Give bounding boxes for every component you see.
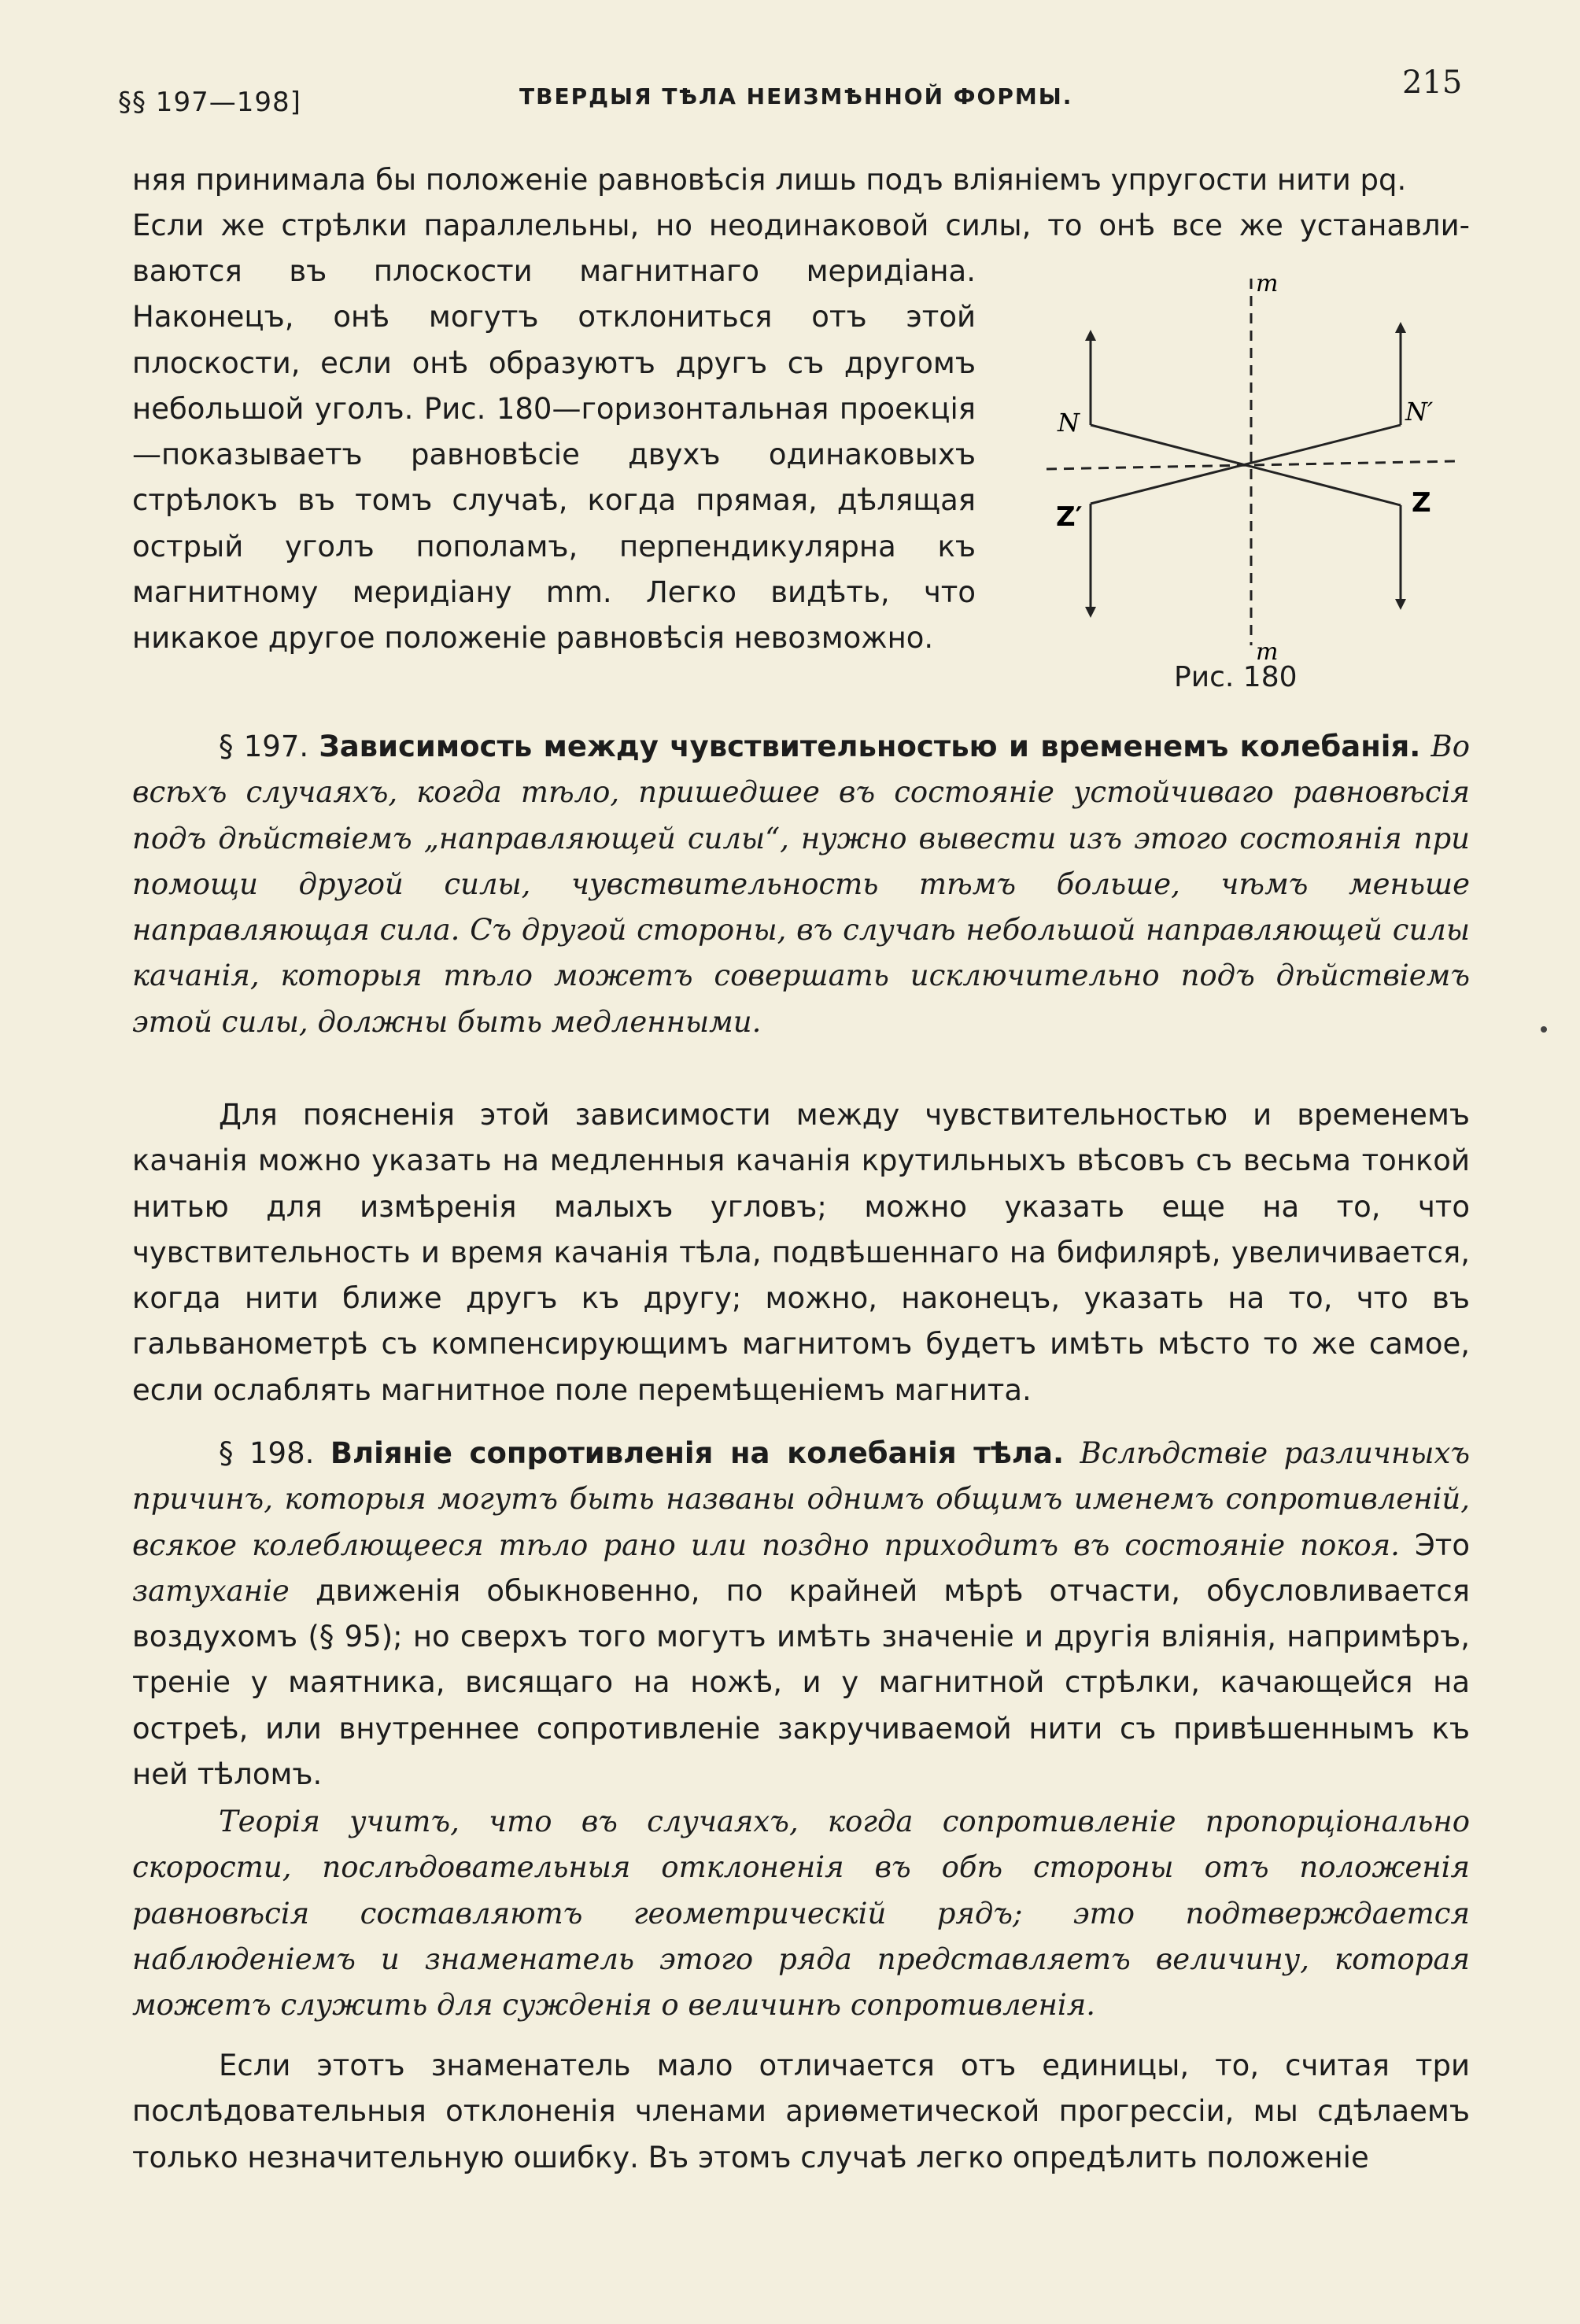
section-197-number: § 197. [219,730,309,763]
label-z-prime: Z′ [1056,501,1083,533]
intro-line-2: Если же стрѣлки параллельны, но неодинаковой силы, то онѣ все же устанавли- [132,209,1470,243]
intro-line-1: няя принимала бы положенiе равновѣсiя лишь подъ влiянiемъ упругости нити pq. [132,163,1407,197]
figure-caption: Рис. 180 [1174,661,1298,693]
section-198-number: § 198. [219,1436,315,1470]
header-title: ТВЕРДЫЯ ТѢЛА НЕИЗМѢННОЙ ФОРМЫ. [519,83,1073,109]
section-198-italic-text: Вслѣдствiе различныхъ причинъ, которыя могутъ быть названы однимъ общимъ именемъ сопротивленiй, всякое колеблющееся тѣло рано или поздно приходитъ въ состоянiе покоя. [132,1436,1470,1562]
section-198-heading: Влiянiе сопротивленiя на колебанiя тѣла. [330,1436,1065,1470]
label-n-prime: N′ [1405,397,1434,427]
running-header [0,57,1580,120]
section-198 [132,1431,1470,1797]
header-sections: §§ 197—198] [118,87,301,118]
intro-narrow-paragraph: ваются въ плоскости магнитнаго меридiана. Наконецъ, онѣ могутъ отклониться отъ этой плоскости, если онѣ образуютъ другъ съ другомъ небольшой уголъ. Рис. 180—горизонтальная проекцiя—показываетъ равновѣсiе двухъ одинаковыхъ стрѣлокъ въ томъ случаѣ, когда прямая, дѣлящая острый уголъ пополамъ, перпендикулярна къ магнитному меридiану mm. Легко видѣть, что никакое другое положенiе равновѣсiя невозможно. [132,254,976,656]
section-197-heading: Зависимость между чувствительностью и временемъ колебанiя. [319,730,1421,763]
page-number: 215 [1402,65,1463,101]
margin-speck [1541,1026,1547,1033]
label-n: N [1058,408,1080,438]
section-198-last-paragraph: Если этотъ знаменатель мало отличается отъ единицы, то, считая три послѣдовательныя отклоненiя членами ариѳметической прогрессiи, мы сдѣлаемъ только незначительную ошибку. Въ этомъ случаѣ легко опредѣлить положенiе [132,2049,1470,2174]
label-z: Z [1412,487,1431,519]
section-198-theory: Теорiя учитъ, что въ случаяхъ, когда сопротивленiе пропорцiонально скорости, послѣдовательныя отклоненiя въ обѣ стороны отъ положенiя равновѣсiя составляютъ геометрическiй рядъ; это подтверждается наблюденiемъ и знаменатель этого ряда представляетъ величину, которая можетъ служить для сужденiя о величинѣ сопротивленiя. [132,1805,1470,2023]
section-197 [132,724,1470,1045]
section-198-term: затуханiе [132,1573,290,1608]
section-198-text-b: движенiя обыкновенно, по крайней мѣрѣ отчасти, обусловливается воздухомъ (§ 95); но сверхъ того могутъ имѣть значенiе и другiя влiянiя, напримѣръ, тренiе у маятника, висящаго на ножѣ, и у магнитной стрѣлки, качающейся на остреѣ, или внутреннее сопротивленiе закручиваемой нити съ привѣшеннымъ къ ней тѣломъ. [132,1573,1470,1792]
figure-180 [1015,260,1479,708]
intro-full-lines [132,157,1470,249]
label-m-top: m [1256,270,1279,297]
section-197-italic-text: Во всѣхъ случаяхъ, когда тѣло, пришедшее въ состоянiе устойчиваго равновѣсiя подъ дѣйствiемъ „направляющей силы“, нужно вывести изъ этого состоянiя при помощи другой силы, чувствительность тѣмъ больше, чѣмъ меньше направляющая сила. Съ другой стороны, въ случаѣ небольшой направляющей силы качанiя, которыя тѣло можетъ совершать исключительно подъ дѣйствiемъ этой силы, должны быть медленными. [132,730,1471,1039]
section-197-paragraph: Для поясненiя этой зависимости между чувствительностью и временемъ качанiя можно указать на медленныя качанiя крутильныхъ вѣсовъ съ весьма тонкой нитью для измѣренiя малыхъ угловъ; можно указать еще на то, что чувствительность и время качанiя тѣла, подвѣшеннаго на бифилярѣ, увеличивается, когда нити ближе другъ къ другу; можно, наконецъ, указать на то, что въ гальванометрѣ съ компенсирующимъ магнитомъ будетъ имѣть мѣсто то же самое, если ослаблять магнитное поле перемѣщенiемъ магнита. [132,1098,1470,1407]
label-m-bottom: m [1256,638,1279,666]
section-198-text-a: Это [1414,1528,1470,1562]
compass-needles-diagram [1015,260,1479,669]
